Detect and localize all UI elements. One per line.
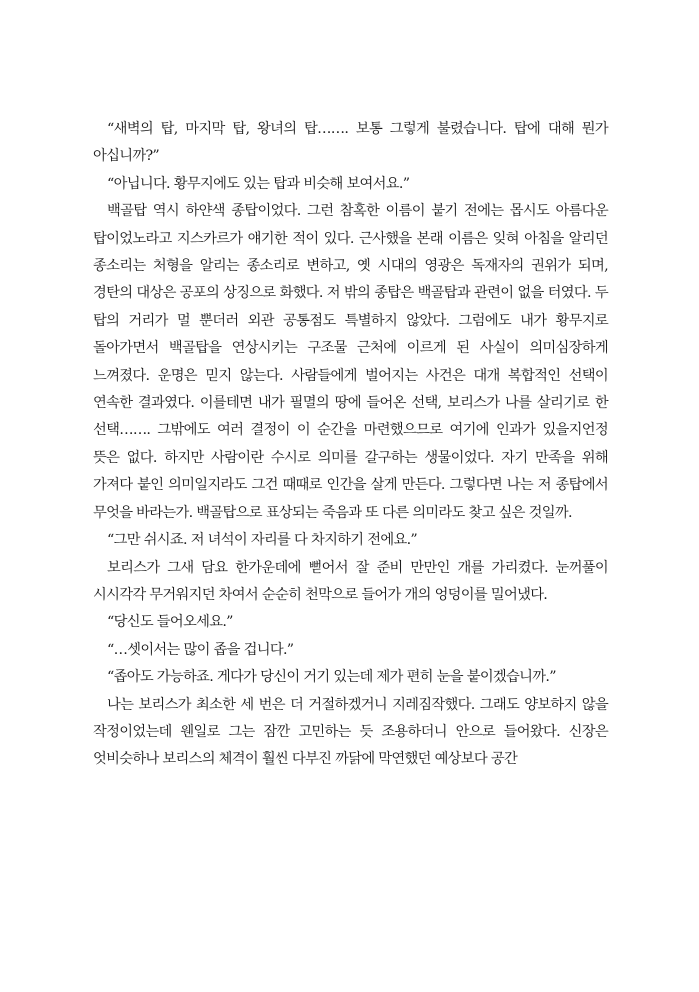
dialogue-paragraph: “새벽의 탑, 마지막 탑, 왕녀의 탑……. 보통 그렇게 불렸습니다. 탑에 대해 뭔가 아십니까?” (93, 121, 608, 165)
dialogue-paragraph: “그만 쉬시죠. 저 녀석이 자리를 다 차지하기 전에요.” (107, 532, 418, 549)
dialogue-paragraph: “아닙니다. 황무지에도 있는 탑과 비슷해 보여서요.” (107, 175, 410, 192)
dialogue-paragraph: “…셋이서는 많이 좁을 겁니다.” (107, 641, 294, 658)
dialogue-paragraph: “좁아도 가능하죠. 게다가 당신이 거기 있는데 제가 편히 눈을 붙이겠습니까.” (107, 669, 556, 686)
book-page-text (93, 116, 608, 774)
narration-paragraph: 백골탑 역시 하얀색 종탑이었다. 그런 참혹한 이름이 붙기 전에는 몹시도 아름다운 탑이었노라고 지스카르가 얘기한 적이 있다. 근사했을 본래 이름은 잊혀 아침을 알리던 종소리는 처형을 알리는 종소리로 변하고, 옛 시대의 영광은 독재자의 권위가 되며, 경탄의 대상은 공포의 상징으로 화했다. 저 밖의 종탑은 백골탑과 관련이 없을 터였다. 두 탑의 거리가 멀 뿐더러 외관 공통점도 특별하지 않았다. 그럼에도 내가 황무지로 돌아가면서 백골탑을 연상시키는 구조물 근처에 이르게 된 사실이 의미심장하게 느껴졌다. 운명은 믿지 않는다. 사람들에게 벌어지는 사건은 대개 복합적인 선택이 연속한 결과였다. 이를테면 내가 필멸의 땅에 들어온 선택, 보리스가 나를 살리기로 한 선택……. 그밖에도 여러 결정이 이 순간을 마련했으므로 여기에 인과가 있을지언정 뜻은 없다. 하지만 사람이란 수시로 의미를 갈구하는 생물이었다. 자기 만족을 위해 가져다 붙인 의미일지라도 그건 때때로 인간을 살게 만든다. 그렇다면 나는 저 종탑에서 무엇을 바라는가. 백골탑으로 표상되는 죽음과 또 다른 의미라도 찾고 싶은 것일까. (93, 203, 608, 521)
dialogue-paragraph: “당신도 들어오세요.” (107, 614, 233, 631)
narration-paragraph: 나는 보리스가 최소한 세 번은 더 거절하겠거니 지레짐작했다. 그래도 양보하지 않을 작정이었는데 웬일로 그는 잠깐 고민하는 듯 조용하더니 안으로 들어왔다. 신장은 엇비슷하나 보리스의 체격이 훨씬 다부진 까닭에 막연했던 예상보다 공간 (93, 696, 608, 768)
narration-paragraph: 보리스가 그새 담요 한가운데에 뻗어서 잘 준비 만만인 개를 가리켰다. 눈꺼풀이 시시각각 무거워지던 차여서 순순히 천막으로 들어가 개의 엉덩이를 밀어냈다. (93, 559, 608, 603)
